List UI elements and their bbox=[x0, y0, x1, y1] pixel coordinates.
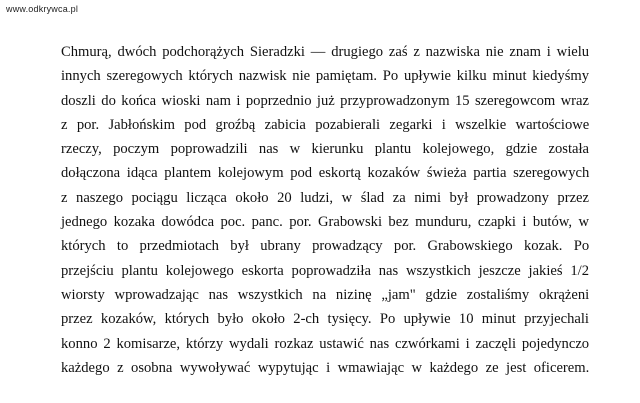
text-line: z naszego pociągu licząca około 20 ludzi, w ślad za nimi był prowadzony przez bbox=[61, 189, 589, 206]
text-line: przez kozaków, których było około 2-ch tysięcy. Po upływie 10 minut przyjechali bbox=[61, 311, 589, 328]
text-line: innych szeregowych których nazwisk nie pamiętam. Po upływie kilku minut kiedyśmy bbox=[61, 68, 590, 85]
document-body bbox=[61, 40, 589, 380]
text-line: doszli do końca wioski nam i poprzednio już przyprowadzonym 15 szeregowcom wraz bbox=[61, 92, 589, 109]
text-line: których to przedmiotach był ubrany prowadzący por. Grabowskiego kozak. Po bbox=[61, 238, 590, 255]
text-line: przejściu plantu kolejowego eskorta poprowadziła nas wszystkich jeszcze jakieś 1/2 bbox=[61, 262, 589, 279]
text-line: wiorsty wprowadzając nas wszystkich na nizinę „jam" gdzie zostaliśmy okrążeni bbox=[61, 286, 590, 303]
text-line: Chmurą, dwóch podchorążych Sieradzki — drugiego zaś z nazwiska nie znam i wielu bbox=[61, 44, 590, 60]
text-line: z por. Jabłońskim pod groźbą zabicia pozabierali zegarki i wszelkie wartościowe bbox=[61, 116, 590, 133]
text-line: jednego kozaka dowódca poc. panc. por. Grabowski bez munduru, czapki i butów, w bbox=[61, 214, 589, 231]
text-line: każdego z osobna wywoływać wypytując i wmawiając w każdego ze jest oficerem. bbox=[61, 359, 590, 376]
text-line: rzeczy, poczym poprowadzili nas w kierunku plantu kolejowego, gdzie została bbox=[61, 141, 590, 158]
text-line: konno 2 komisarze, którzy wydali rozkaz ustawić nas czwórkami i zaczęli pojedynczo bbox=[61, 335, 590, 352]
watermark-url: www.odkrywca.pl bbox=[6, 4, 79, 14]
text-line: dołączona idąca plantem kolejowym pod eskortą kozaków świeża partia szeregowych bbox=[61, 165, 590, 182]
